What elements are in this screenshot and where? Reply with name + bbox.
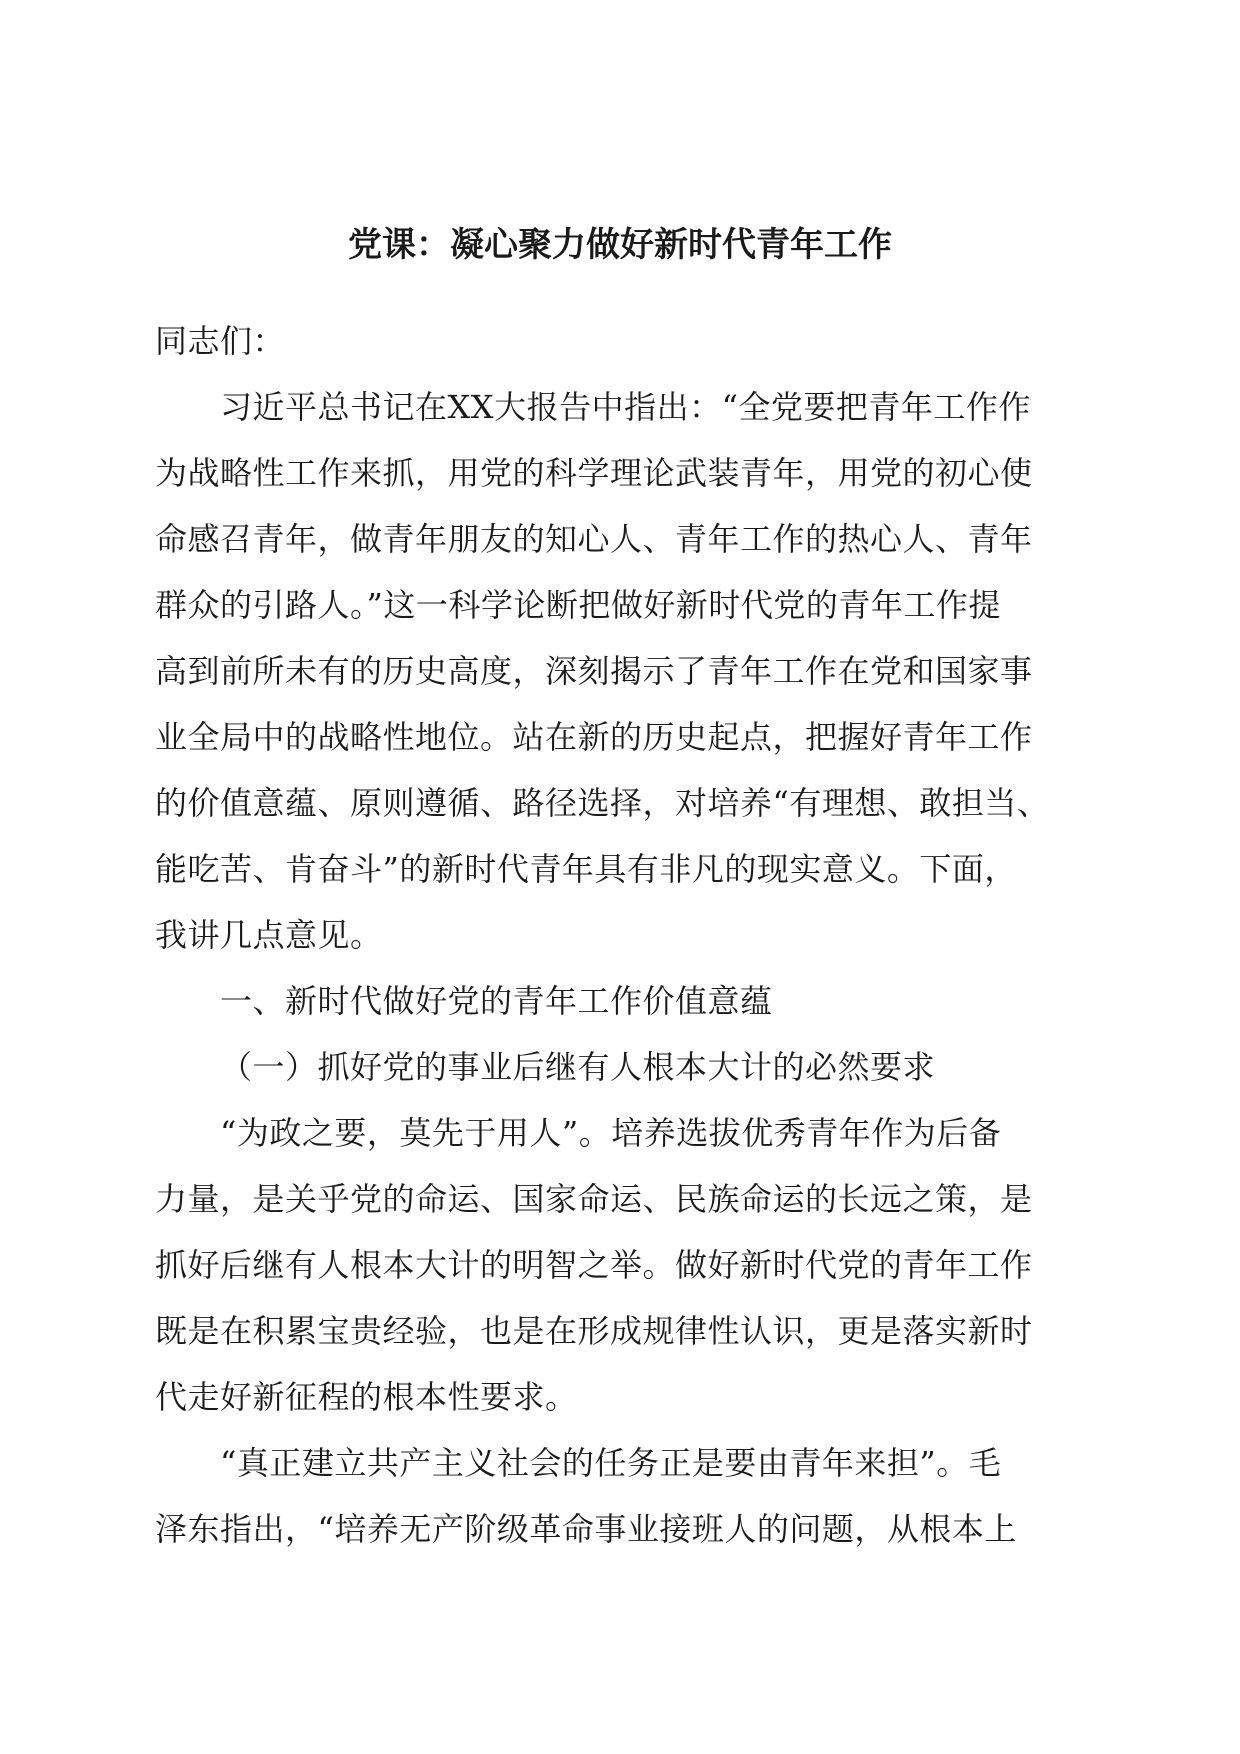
paragraph-line: 命感召青年，做青年朋友的知心人、青年工作的热心人、青年 [155,520,1033,558]
paragraph-line: 抓好后继有人根本大计的明智之举。做好新时代党的青年工作 [155,1246,1033,1284]
paragraph-line: “为政之要，莫先于用人”。培养选拔优秀青年作为后备 [220,1114,1002,1152]
subsection-heading: （一）抓好党的事业后继有人根本大计的必然要求 [220,1048,936,1086]
paragraph-line: 泽东指出，“培养无产阶级革命事业接班人的问题，从根本上 [155,1510,1017,1548]
salutation: 同志们： [155,322,286,360]
paragraph-line: 群众的引路人。”这一科学论断把做好新时代党的青年工作提 [155,586,1001,624]
paragraph-line: 业全局中的战略性地位。站在新的历史起点，把握好青年工作 [155,718,1033,756]
document-title: 党课：凝心聚力做好新时代青年工作 [348,225,892,265]
paragraph-line: “真正建立共产主义社会的任务正是要由青年来担”。毛 [220,1444,1002,1482]
paragraph-line: 习近平总书记在XX大报告中指出：“全党要把青年工作作 [220,388,1031,426]
paragraph-line: 为战略性工作来抓，用党的科学理论武装青年，用党的初心使 [155,454,1033,492]
paragraph-line: 我讲几点意见。 [155,916,383,954]
paragraph-line: 既是在积累宝贵经验，也是在形成规律性认识，更是落实新时 [155,1312,1033,1350]
paragraph-line: 代走好新征程的根本性要求。 [155,1378,578,1416]
section-heading: 一、新时代做好党的青年工作价值意蕴 [220,982,773,1020]
paragraph-line: 高到前所未有的历史高度，深刻揭示了青年工作在党和国家事 [155,652,1033,690]
paragraph-line: 能吃苦、肯奋斗”的新时代青年具有非凡的现实意义。下面， [155,850,1017,888]
paragraph-line: 的价值意蕴、原则遵循、路径选择，对培养“有理想、敢担当、 [155,784,1050,822]
paragraph-line: 力量，是关乎党的命运、国家命运、民族命运的长远之策，是 [155,1180,1033,1218]
